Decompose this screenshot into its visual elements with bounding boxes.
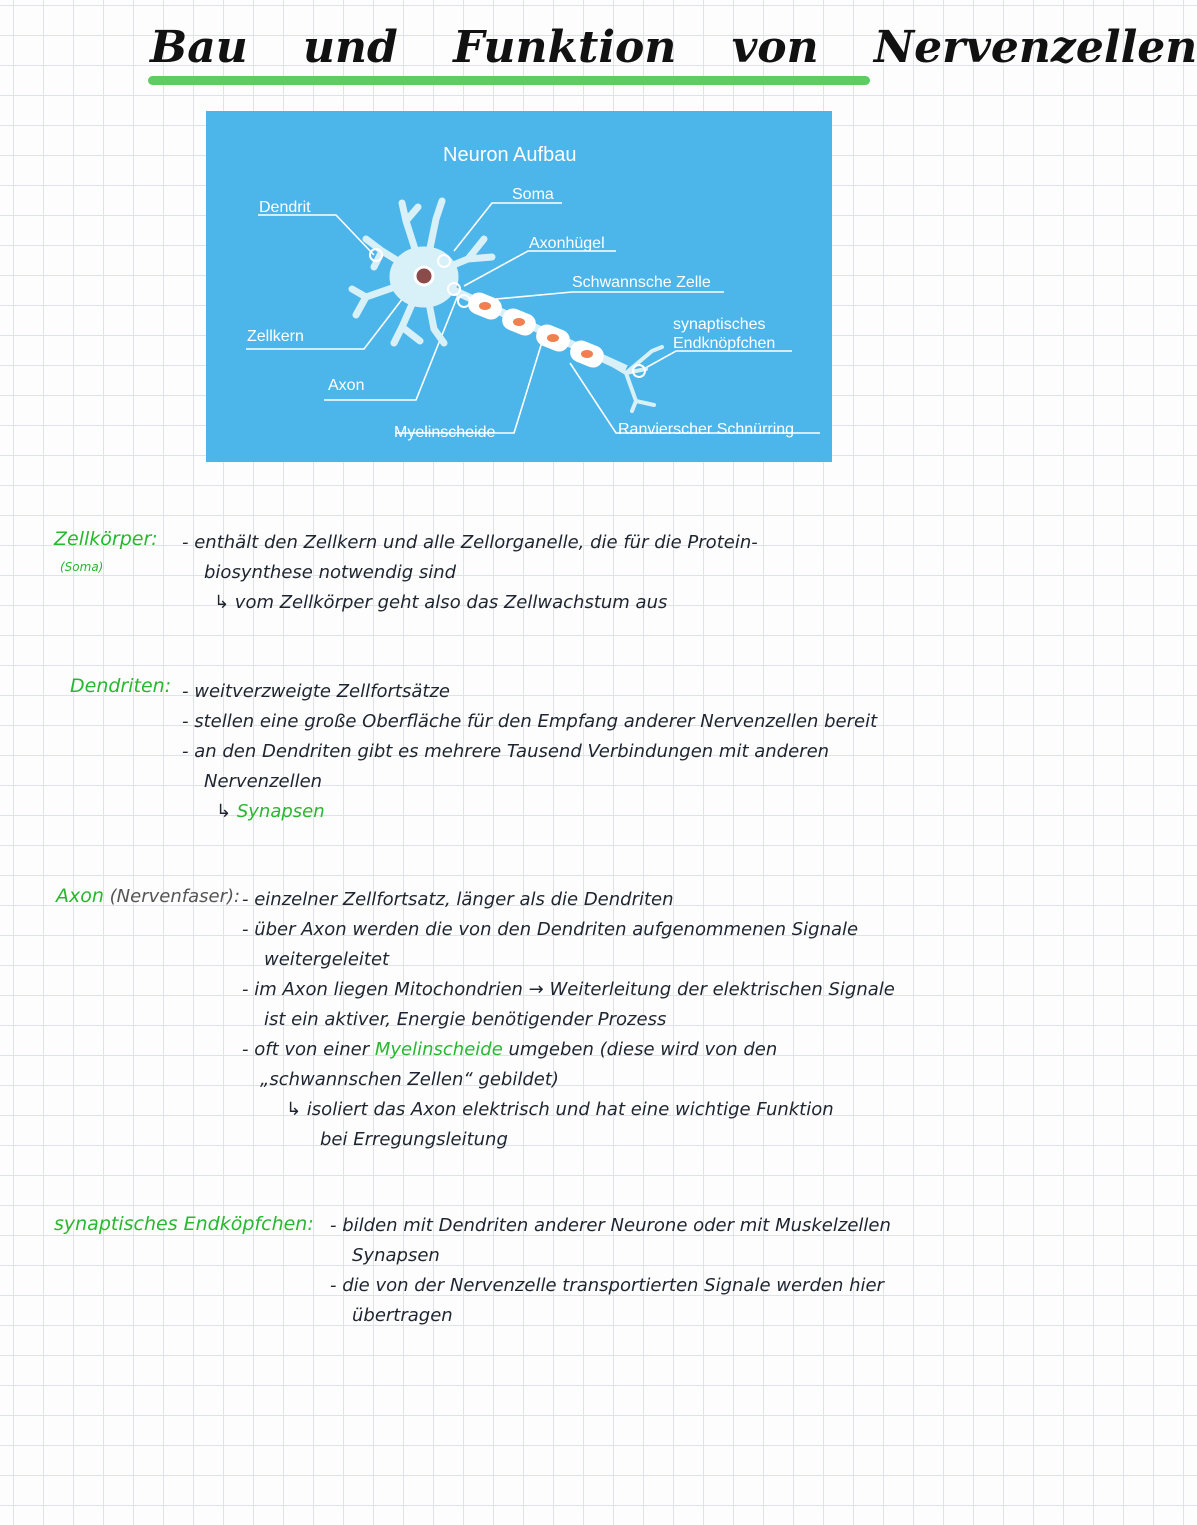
myelin-pre: - oft von einer xyxy=(242,1039,370,1060)
term-axon-suffix: (Nervenfaser): xyxy=(109,886,241,907)
term-axon-wrap xyxy=(56,885,240,907)
leader-myelin xyxy=(396,329,546,433)
note-line: - über Axon werden die von den Dendriten aufgenommenen Signale xyxy=(242,919,859,940)
leader-dendrit xyxy=(258,215,374,255)
endknoepfchen-notes xyxy=(330,1211,891,1331)
axon-terminals xyxy=(606,347,662,411)
myelin-term: Myelinscheide xyxy=(374,1039,503,1060)
arrow-icon: ↳ xyxy=(216,801,232,822)
zellkoerper-notes xyxy=(182,528,758,618)
note-line: - weitverzweigte Zellfortsätze xyxy=(182,681,450,702)
label-zellkern: Zellkern xyxy=(247,328,304,345)
nucleus xyxy=(415,267,433,285)
label-ranvier: Ranvierscher Schnürring xyxy=(618,421,795,438)
note-line: - die von der Nervenzelle transportierten Signale werden hier xyxy=(330,1275,884,1296)
note-line: - enthält den Zellkern und alle Zellorganelle, die für die Protein- xyxy=(182,532,758,553)
term-endknoepfchen: synaptisches Endköpfchen: xyxy=(54,1213,314,1235)
leader-synaptisch xyxy=(640,351,792,371)
label-axon: Axon xyxy=(328,377,365,394)
page-title: Bau und Funktion von Nervenzellen xyxy=(150,22,1197,73)
label-axonhuegel: Axonhügel xyxy=(529,235,605,252)
term-zellkoerper: Zellkörper: xyxy=(54,528,158,550)
neuron-diagram xyxy=(206,111,832,462)
label-synaptisch-2: Endknöpfchen xyxy=(673,335,776,352)
note-line: ↳ vom Zellkörper geht also das Zellwachstum aus xyxy=(214,592,668,613)
label-soma: Soma xyxy=(512,186,554,203)
label-synaptisch-1: synaptisches xyxy=(673,316,766,333)
schwann-nucleus xyxy=(547,334,559,342)
schwann-nucleus xyxy=(581,350,593,358)
label-myelinscheide: Myelinscheide xyxy=(394,424,496,441)
synapsen-line xyxy=(182,797,877,827)
note-line: Nervenzellen xyxy=(204,771,323,792)
axon-notes xyxy=(242,885,895,1155)
synapsen-term: Synapsen xyxy=(236,801,325,822)
diagram-title: Neuron Aufbau xyxy=(443,144,577,166)
note-line: ↳ isoliert das Axon elektrisch und hat eine wichtige Funktion xyxy=(286,1099,834,1120)
schwann-nucleus xyxy=(479,302,491,310)
myelin-post: umgeben (diese wird von den xyxy=(508,1039,778,1060)
term-dendriten: Dendriten: xyxy=(70,675,172,697)
note-line: - einzelner Zellfortsatz, länger als die Dendriten xyxy=(242,889,674,910)
title-underline xyxy=(148,76,870,85)
note-line: - stellen eine große Oberfläche für den Empfang anderer Nervenzellen bereit xyxy=(182,711,878,732)
note-line: - an den Dendriten gibt es mehrere Tausend Verbindungen mit anderen xyxy=(182,741,830,762)
note-line: ist ein aktiver, Energie benötigender Prozess xyxy=(264,1009,667,1030)
label-dendrit: Dendrit xyxy=(259,199,311,216)
leader-schwann xyxy=(496,292,724,299)
dendriten-notes xyxy=(182,677,877,827)
note-line: übertragen xyxy=(352,1305,453,1326)
label-schwann: Schwannsche Zelle xyxy=(572,274,711,291)
note-line: bei Erregungsleitung xyxy=(320,1129,508,1150)
note-line: biosynthese notwendig sind xyxy=(204,562,457,583)
note-line: „schwannschen Zellen“ gebildet) xyxy=(260,1069,559,1090)
term-zellkoerper-sub: (Soma) xyxy=(60,560,104,574)
note-line: Synapsen xyxy=(352,1245,440,1266)
term-axon: Axon xyxy=(56,885,104,907)
note-line: - im Axon liegen Mitochondrien → Weiterleitung der elektrischen Signale xyxy=(242,979,895,1000)
schwann-nucleus xyxy=(513,318,525,326)
note-line: weitergeleitet xyxy=(264,949,390,970)
myelin-line xyxy=(242,1035,895,1065)
note-line: - bilden mit Dendriten anderer Neurone oder mit Muskelzellen xyxy=(330,1215,891,1236)
